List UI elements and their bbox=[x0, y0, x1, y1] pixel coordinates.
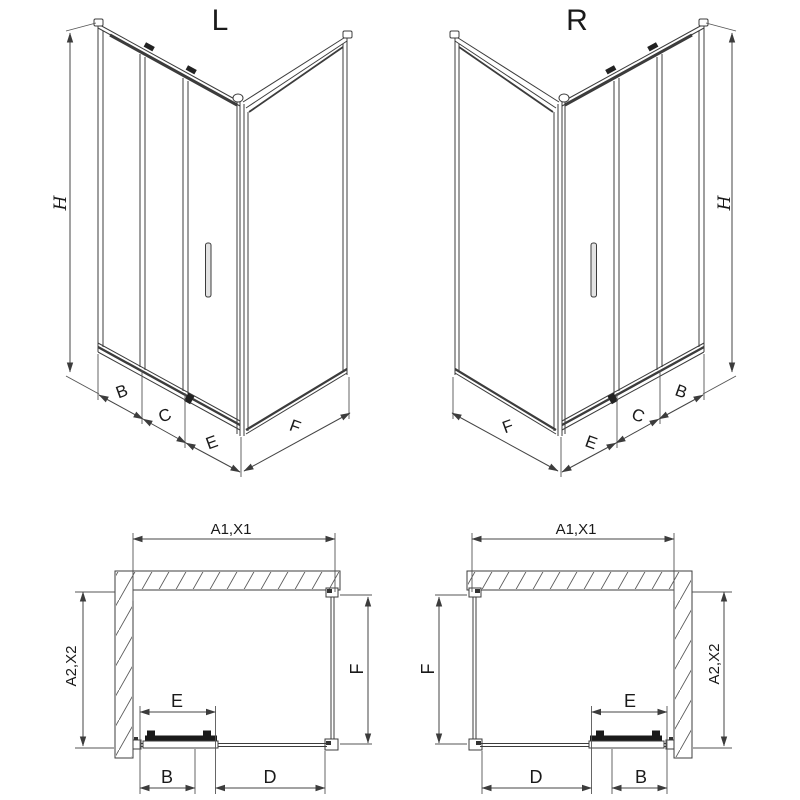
dim-label-f: F bbox=[287, 415, 304, 438]
wall-hatch bbox=[116, 572, 339, 589]
dim-label-h: H bbox=[51, 195, 71, 211]
iso-right-drawing bbox=[450, 19, 736, 477]
dim-label-f: F bbox=[347, 663, 367, 675]
dim-label-d: D bbox=[263, 767, 277, 787]
plan-view-right bbox=[418, 521, 732, 794]
wall-hatch bbox=[468, 572, 691, 589]
dim-label-f: F bbox=[418, 663, 438, 675]
iso-view-right bbox=[450, 4, 736, 477]
dim-label-e: E bbox=[203, 431, 221, 454]
dim-label-h: H bbox=[715, 195, 735, 211]
wall-hatch bbox=[675, 589, 691, 757]
dim-label-a2x2: A2,X2 bbox=[706, 643, 723, 685]
dim-label-e: E bbox=[170, 691, 184, 711]
wall-hatch bbox=[116, 589, 132, 757]
view-title-l: L bbox=[211, 4, 229, 37]
dim-label-d: D bbox=[529, 767, 543, 787]
dim-label-b: B bbox=[113, 380, 131, 403]
dim-label-c: C bbox=[629, 404, 648, 427]
dim-label-a1x1: A1,X1 bbox=[555, 521, 597, 538]
view-title-r: R bbox=[566, 4, 588, 37]
dim-label-a2x2: A2,X2 bbox=[63, 645, 80, 687]
iso-view-left bbox=[51, 4, 352, 477]
dim-label-a1x1: A1,X1 bbox=[210, 521, 252, 538]
plan-view-left bbox=[63, 521, 372, 794]
dim-label-f: F bbox=[499, 415, 516, 438]
dim-label-b: B bbox=[672, 380, 690, 403]
dim-label-b: B bbox=[634, 767, 648, 787]
dim-label-e: E bbox=[582, 431, 600, 454]
dim-label-c: C bbox=[155, 404, 174, 427]
dim-label-e: E bbox=[623, 691, 637, 711]
dim-label-b: B bbox=[160, 767, 174, 787]
